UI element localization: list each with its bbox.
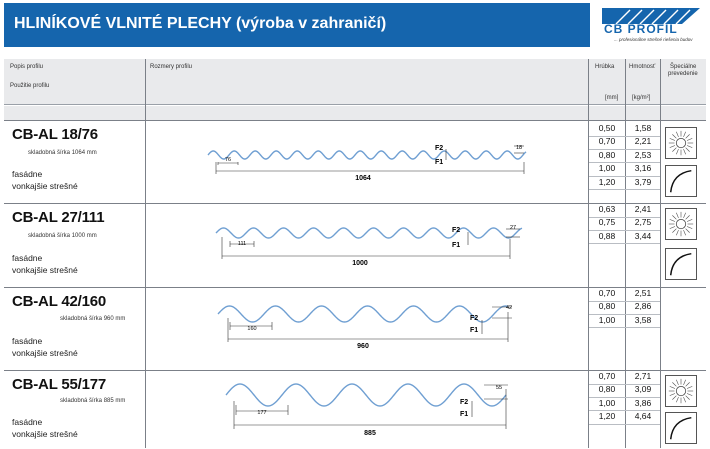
cell-divider	[589, 327, 660, 328]
column-header-dimensions	[146, 59, 588, 105]
weight-value: 2,86	[634, 301, 652, 312]
profile-drawing	[146, 288, 588, 368]
profile-name: CB-AL 55/177	[12, 376, 107, 393]
weight-value: 1,58	[634, 123, 652, 133]
dim-pitch: 177	[257, 410, 267, 416]
face-f2: F2	[460, 399, 469, 406]
column-header-weight	[626, 59, 660, 105]
face-f2: F2	[452, 227, 461, 234]
weight-value: 3,58	[634, 314, 652, 325]
header-special: Špeciálne	[670, 64, 697, 70]
dim-total: 1000	[352, 260, 368, 267]
row-divider	[4, 120, 706, 121]
thickness-value: 0,80	[598, 301, 616, 312]
thickness-value: 0,80	[598, 149, 616, 160]
thickness-value: 0,75	[598, 217, 616, 228]
weight-value: 2,41	[634, 204, 652, 214]
thickness-value: 0,63	[598, 204, 616, 214]
divider	[660, 59, 661, 448]
weight-value: 2,51	[634, 288, 652, 298]
profile-width: skladobná šírka 1000 mm	[28, 233, 97, 239]
curved-sheet-icon	[665, 412, 697, 444]
face-f1: F1	[470, 327, 479, 334]
sun-resistant-icon	[665, 127, 697, 159]
face-f1: F1	[452, 242, 461, 249]
header-profile-desc: Popis profilu	[10, 64, 44, 70]
dim-pitch: 76	[224, 157, 232, 163]
cell-divider	[589, 189, 660, 190]
curved-sheet-icon	[665, 248, 697, 280]
dim-total: 1064	[355, 175, 371, 182]
thickness-value: 1,00	[598, 314, 616, 325]
weight-value: 3,09	[634, 384, 652, 395]
weight-value: 2,53	[634, 149, 652, 160]
page-header	[0, 0, 710, 50]
thickness-value: 0,80	[598, 384, 616, 395]
page-title: HLINÍKOVÉ VLNITÉ PLECHY (výroba v zahraničí)	[14, 15, 387, 32]
face-f2: F2	[435, 145, 444, 152]
logo-wordmark: CB PROFIL	[604, 22, 678, 36]
weight-value: 2,71	[634, 371, 652, 381]
thickness-value: 0,70	[598, 136, 616, 147]
thickness-value: 0,50	[598, 123, 616, 133]
thickness-value: 0,70	[598, 288, 616, 298]
dim-height: 27	[510, 225, 517, 231]
dim-pitch: 111	[237, 241, 247, 247]
weight-value: 2,21	[634, 136, 652, 147]
dim-pitch: 160	[247, 326, 257, 332]
face-f1: F1	[435, 159, 444, 166]
thickness-value: 1,00	[598, 397, 616, 408]
profile-use: fasádne vonkajšie strešné	[12, 169, 78, 191]
sun-resistant-icon	[665, 208, 697, 240]
dim-total: 885	[364, 430, 376, 437]
header-thickness: Hrúbka	[595, 64, 615, 70]
sun-resistant-icon	[665, 375, 697, 407]
weight-value: 3,44	[634, 230, 652, 241]
weight-value: 3,16	[634, 163, 652, 174]
thickness-value: 1,20	[598, 411, 616, 422]
face-f1: F1	[460, 411, 469, 418]
thickness-value: 0,70	[598, 371, 616, 381]
curved-sheet-icon	[665, 165, 697, 197]
logo-tagline: ... profesionálne strešné riešenia budov	[614, 37, 693, 42]
weight-value: 3,86	[634, 397, 652, 408]
hail-resistant-icon	[665, 292, 697, 324]
separator-band	[4, 106, 706, 120]
weight-value: 2,75	[634, 217, 652, 228]
profile-drawing	[146, 371, 588, 449]
profile-width: skladobná šírka 1064 mm	[28, 150, 97, 156]
profile-name: CB-AL 18/76	[12, 126, 98, 143]
header-weight: Hmotnosť	[629, 64, 656, 70]
column-header-profile	[4, 59, 145, 105]
title-bar	[4, 3, 590, 47]
profile-width: skladobná šírka 885 mm	[60, 398, 126, 404]
dim-height: 55	[496, 385, 503, 391]
cell-divider	[589, 243, 660, 244]
thickness-value: 1,20	[598, 176, 616, 187]
profile-name: CB-AL 27/111	[12, 209, 105, 226]
profile-use: fasádne vonkajšie strešné	[12, 417, 78, 439]
dim-height: 42	[506, 305, 513, 311]
header-dimensions: Rozmery profilu	[150, 64, 193, 70]
cell-divider	[589, 424, 660, 425]
column-header-thickness	[589, 59, 625, 105]
thickness-value: 1,00	[598, 163, 616, 174]
profile-use: fasádne vonkajšie strešné	[12, 253, 78, 275]
column-header-special	[661, 59, 706, 105]
profile-drawing	[146, 205, 588, 285]
profile-name: CB-AL 42/160	[12, 293, 107, 310]
dim-height: 18	[516, 145, 523, 151]
header-thickness-unit: [mm]	[605, 95, 619, 101]
header-weight-unit: [kg/m²]	[632, 95, 651, 101]
profile-use: fasádne vonkajšie strešné	[12, 336, 78, 358]
thickness-value: 0,88	[598, 230, 616, 241]
profile-drawing	[146, 122, 588, 202]
header-special-2: prevedenie	[668, 71, 698, 77]
face-f2: F2	[470, 315, 479, 322]
weight-value: 4,64	[634, 411, 652, 422]
weight-value: 3,79	[634, 176, 652, 187]
header-profile-use: Použitie profilu	[10, 83, 50, 89]
dim-total: 960	[357, 343, 369, 350]
profile-width: skladobná šírka 960 mm	[60, 316, 126, 322]
